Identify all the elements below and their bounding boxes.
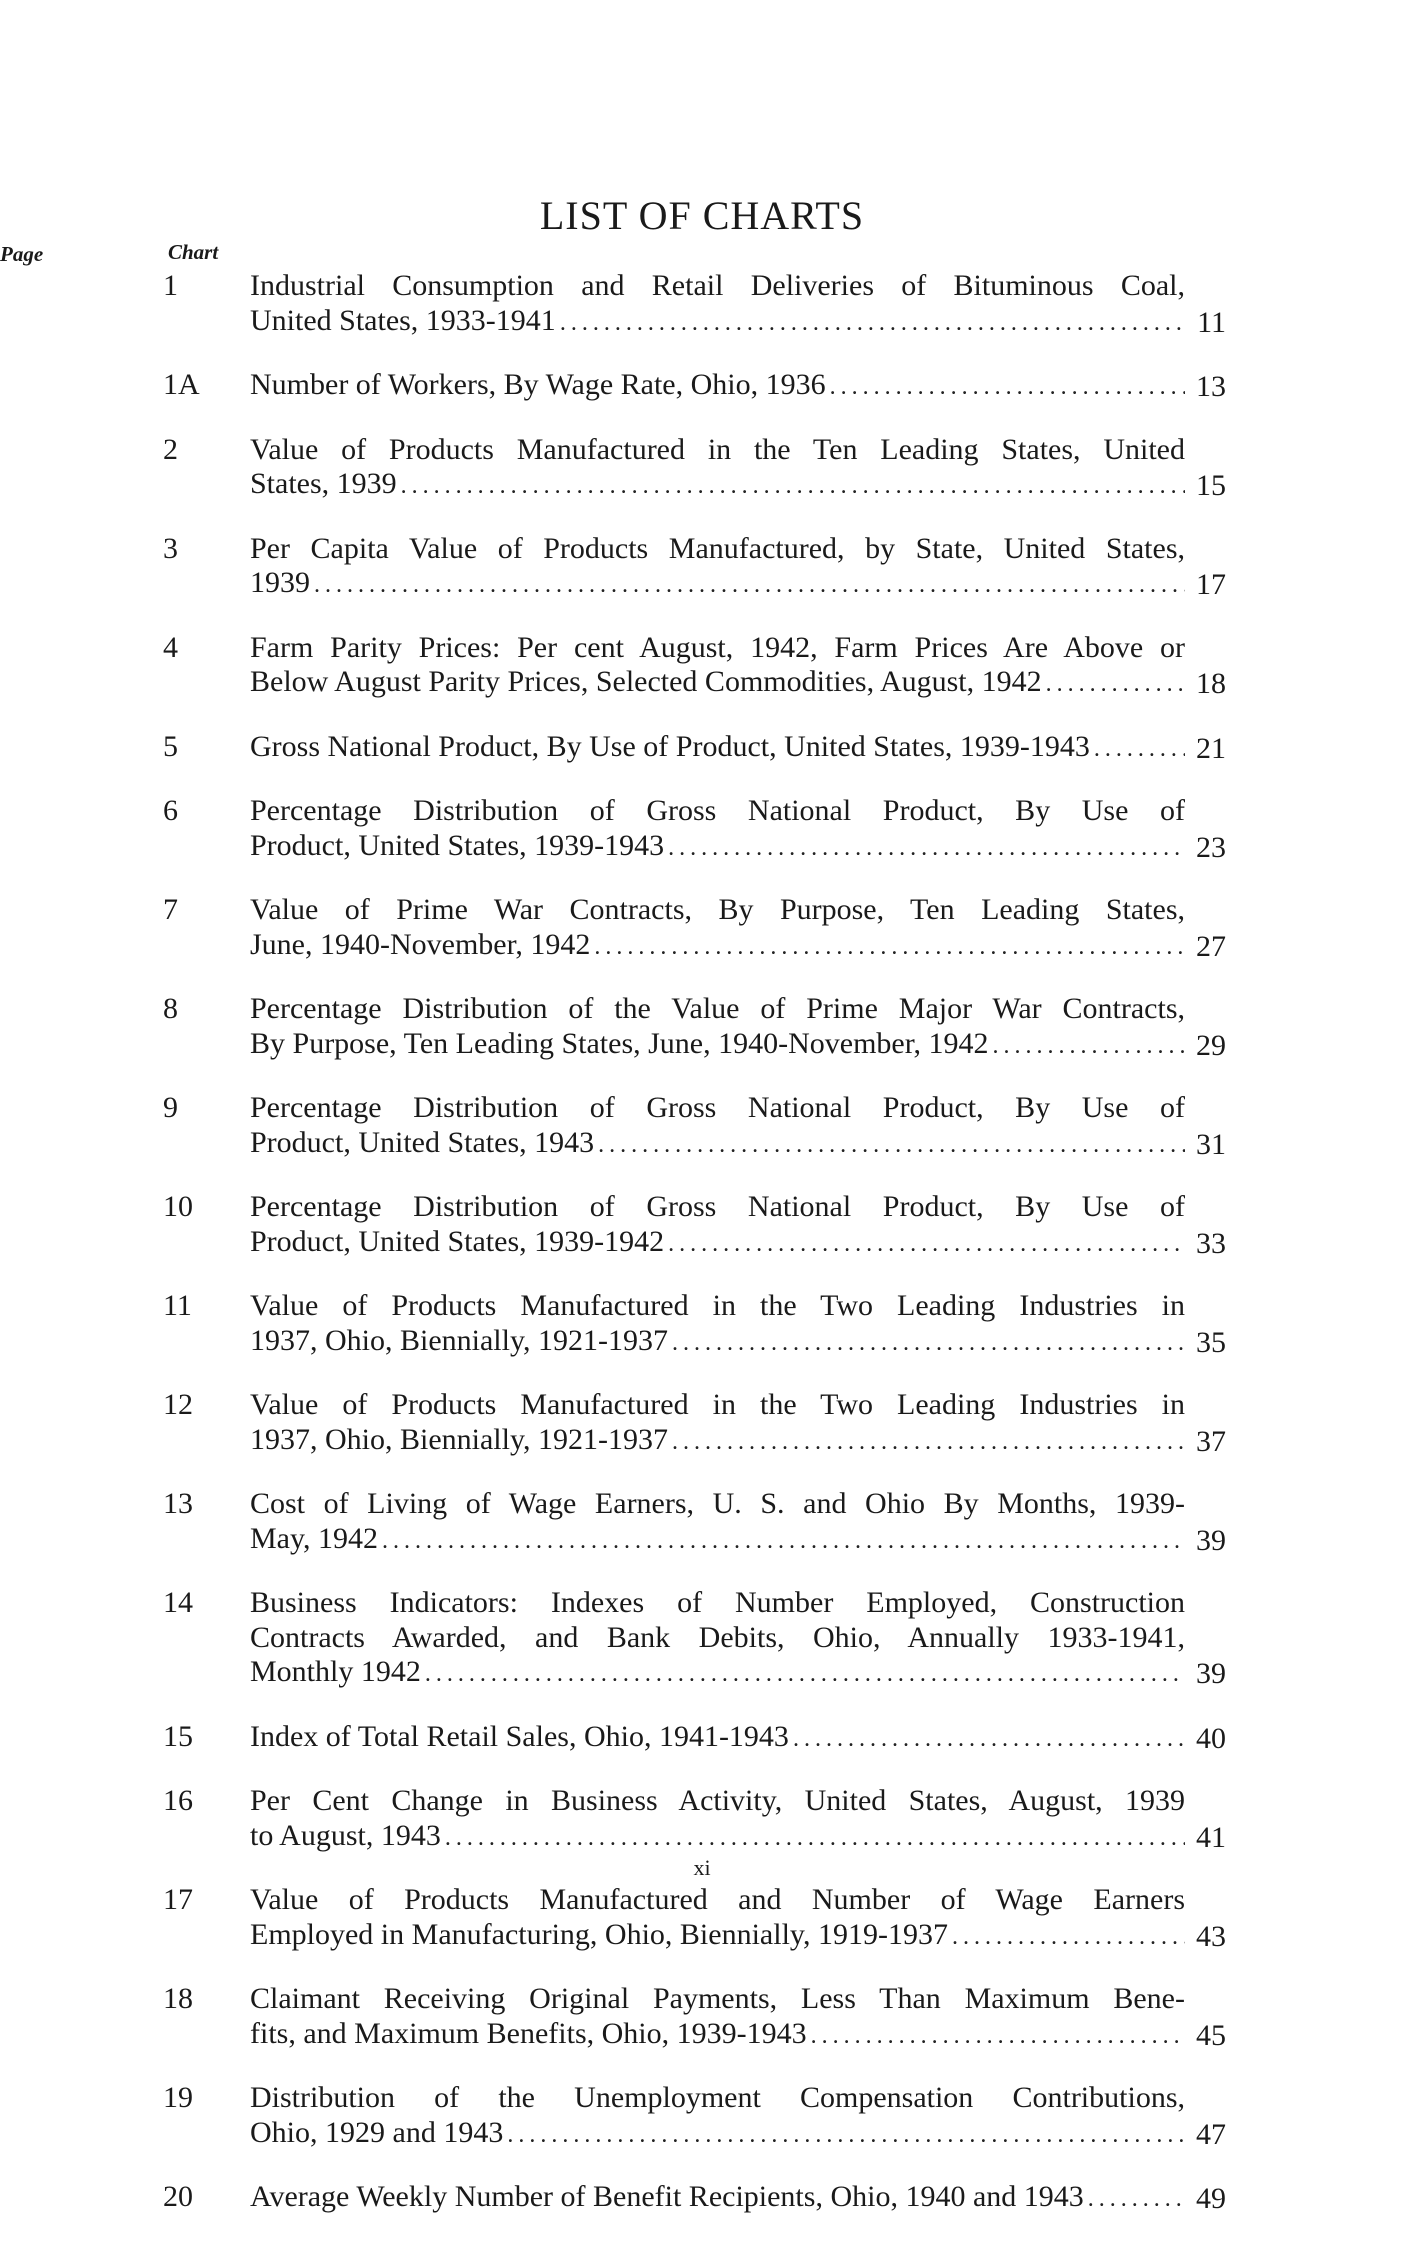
list-item	[0, 2081, 1404, 2152]
chart-title-last-line	[250, 829, 1185, 866]
chart-title-last-line	[250, 304, 1185, 341]
list-item	[0, 1586, 1404, 1692]
chart-title-line: Contracts Awarded, and Bank Debits, Ohio, Annually 1933-1941,	[250, 1620, 1185, 1654]
list-item	[0, 794, 1404, 865]
chart-title-line: Product, United States, 1939-1942	[250, 1224, 665, 1258]
list-item	[0, 269, 1404, 340]
chart-title-line: May, 1942	[250, 1521, 379, 1555]
chart-title-last-line	[250, 2180, 1185, 2217]
chart-number: 6	[163, 794, 178, 827]
list-item	[0, 433, 1404, 504]
chart-title-line: Percentage Distribution of Gross National Product, By Use of	[250, 1190, 1185, 1223]
chart-number: 14	[163, 1586, 193, 1619]
chart-title-last-line	[250, 1225, 1185, 1262]
page-number: 23	[1196, 830, 1226, 864]
chart-number: 13	[163, 1487, 193, 1520]
dot-leader	[664, 1227, 1185, 1262]
chart-title-line: Value of Products Manufactured and Number of Wage Earners	[250, 1883, 1185, 1916]
chart-number: 18	[163, 1982, 193, 2015]
dot-leader	[664, 831, 1185, 866]
chart-number: 4	[163, 630, 178, 664]
page-number: 29	[1196, 1028, 1226, 1062]
page-number: 27	[1196, 929, 1226, 963]
chart-title	[250, 1982, 1185, 2053]
chart-title	[250, 1883, 1185, 1954]
chart-title-line: Employed in Manufacturing, Ohio, Biennially, 1919-1937	[250, 1917, 948, 1951]
chart-title-line: 1939	[250, 566, 310, 599]
chart-title	[250, 368, 1185, 405]
page-number: 17	[1196, 568, 1226, 601]
chart-list	[0, 269, 1404, 2245]
chart-title-line: Business Indicators: Indexes of Number Employed, Construction	[250, 1586, 1185, 1619]
dot-leader	[590, 930, 1185, 965]
chart-title-line: fits, and Maximum Benefits, Ohio, 1939-1943	[250, 2016, 807, 2050]
chart-title-last-line	[250, 2116, 1185, 2153]
chart-title-line: to August, 1943	[250, 1818, 441, 1852]
chart-title-line: Index of Total Retail Sales, Ohio, 1941-1943	[250, 1719, 789, 1753]
list-item	[0, 1289, 1404, 1360]
chart-title-line: Product, United States, 1943	[250, 1125, 595, 1159]
chart-title	[250, 1586, 1185, 1692]
chart-title-line: Percentage Distribution of the Value of Prime Major War Contracts,	[250, 992, 1185, 1025]
chart-title	[250, 2081, 1185, 2152]
chart-title-line: June, 1940-November, 1942	[250, 927, 591, 961]
chart-title-last-line	[250, 368, 1185, 405]
chart-number: 15	[163, 1719, 193, 1753]
chart-number: 12	[163, 1388, 193, 1421]
chart-title-line: Cost of Living of Wage Earners, U. S. and Ohio By Months, 1939-	[250, 1487, 1185, 1520]
chart-title-line: Percentage Distribution of Gross National Product, By Use of	[250, 794, 1185, 827]
list-item	[0, 1720, 1404, 1757]
chart-number: 10	[163, 1190, 193, 1223]
list-item	[0, 532, 1404, 603]
chart-title-line: Value of Prime War Contracts, By Purpose, Ten Leading States,	[250, 893, 1185, 926]
chart-number: 8	[163, 992, 178, 1025]
chart-number: 1A	[163, 368, 200, 401]
chart-title-line: 1937, Ohio, Biennially, 1921-1937	[250, 1323, 669, 1357]
list-item	[0, 631, 1404, 702]
list-item	[0, 368, 1404, 405]
chart-title-last-line	[250, 1324, 1185, 1361]
chart-title-last-line	[250, 730, 1185, 767]
chart-title	[250, 1091, 1185, 1162]
page-number: 33	[1196, 1226, 1226, 1260]
list-item	[0, 1091, 1404, 1162]
chart-title-line: Ohio, 1929 and 1943	[250, 2115, 504, 2149]
chart-title	[250, 1388, 1185, 1459]
chart-number: 3	[163, 531, 178, 565]
list-item	[0, 1784, 1404, 1855]
chart-number: 20	[163, 2180, 193, 2213]
dot-leader	[310, 568, 1185, 603]
chart-number: 11	[163, 1289, 192, 1322]
chart-title	[250, 1289, 1185, 1360]
chart-title-line: Gross National Product, By Use of Product, United States, 1939-1943	[250, 729, 1090, 763]
page-number: 45	[1196, 2018, 1226, 2052]
page-column-header: Page	[0, 242, 44, 266]
chart-title	[250, 893, 1185, 964]
chart-title	[250, 269, 1185, 340]
dot-leader	[556, 306, 1185, 341]
page-number: 39	[1196, 1657, 1226, 1690]
list-item	[0, 1487, 1404, 1558]
chart-title-line: Industrial Consumption and Retail Deliveries of Bituminous Coal,	[250, 269, 1185, 302]
list-item	[0, 2180, 1404, 2217]
chart-title-line: Number of Workers, By Wage Rate, Ohio, 1936	[250, 368, 826, 401]
chart-title-line: Claimant Receiving Original Payments, Less Than Maximum Bene-	[250, 1982, 1185, 2015]
page-title: LIST OF CHARTS	[539, 193, 865, 238]
page-number: 11	[1197, 305, 1226, 339]
chart-title-line: Value of Products Manufactured in the Two Leading Industries in	[250, 1388, 1185, 1421]
chart-title	[250, 1190, 1185, 1261]
dot-leader	[503, 2118, 1185, 2153]
chart-title-last-line	[250, 928, 1185, 965]
dot-leader	[1090, 732, 1185, 767]
chart-title	[250, 1720, 1185, 1757]
chart-title-line: Farm Parity Prices: Per cent August, 1942, Farm Prices Are Above or	[250, 630, 1185, 664]
dot-leader	[668, 1425, 1185, 1460]
chart-column-header: Chart	[168, 240, 219, 264]
chart-title-last-line	[250, 1126, 1185, 1163]
chart-title-line: Value of Products Manufactured in the Two Leading Industries in	[250, 1289, 1185, 1322]
dot-leader	[948, 1920, 1185, 1955]
list-item	[0, 893, 1404, 964]
list-item	[0, 1982, 1404, 2053]
chart-title-line: Distribution of the Unemployment Compensation Contributions,	[250, 2081, 1185, 2114]
list-item	[0, 1190, 1404, 1261]
chart-title	[250, 1784, 1185, 1855]
page-number: 21	[1196, 731, 1226, 765]
chart-title	[250, 532, 1185, 603]
list-item	[0, 1883, 1404, 1954]
dot-leader	[378, 1524, 1185, 1559]
chart-title-last-line	[250, 1522, 1185, 1559]
chart-number: 2	[163, 432, 178, 466]
chart-title	[250, 730, 1185, 767]
page-number: 49	[1196, 2182, 1226, 2215]
page-number: 18	[1196, 667, 1226, 700]
chart-number: 7	[163, 893, 178, 926]
list-item	[0, 1388, 1404, 1459]
chart-title-line: 1937, Ohio, Biennially, 1921-1937	[250, 1422, 669, 1456]
chart-title-line: States, 1939	[250, 467, 397, 500]
chart-title	[250, 1487, 1185, 1558]
dot-leader	[594, 1128, 1185, 1163]
chart-title-last-line	[250, 1918, 1185, 1955]
chart-title-last-line	[250, 467, 1185, 504]
list-item	[0, 992, 1404, 1063]
chart-title-last-line	[250, 1027, 1185, 1064]
chart-title-last-line	[250, 1819, 1185, 1856]
page-folio: xi	[693, 1855, 711, 1880]
chart-title-last-line	[250, 665, 1185, 702]
dot-leader	[397, 469, 1185, 504]
chart-title-line: Average Weekly Number of Benefit Recipients, Ohio, 1940 and 1943	[250, 2180, 1084, 2213]
chart-title-line: Percentage Distribution of Gross National Product, By Use of	[250, 1091, 1185, 1124]
chart-title-line: United States, 1933-1941	[250, 303, 556, 337]
chart-title-line: Monthly 1942	[250, 1655, 421, 1688]
page-number: 13	[1196, 370, 1226, 403]
chart-title	[250, 992, 1185, 1063]
dot-leader	[441, 1821, 1185, 1856]
chart-title	[250, 794, 1185, 865]
list-item	[0, 730, 1404, 767]
chart-title-last-line	[250, 2017, 1185, 2054]
chart-title-line: Per Cent Change in Business Activity, United States, August, 1939	[250, 1784, 1185, 1817]
chart-title-line: Below August Parity Prices, Selected Commodities, August, 1942	[250, 665, 1042, 698]
page-number: 31	[1196, 1127, 1226, 1161]
chart-title	[250, 631, 1185, 702]
page-number: 39	[1196, 1523, 1226, 1557]
chart-title	[250, 2180, 1185, 2217]
dot-leader	[807, 2019, 1185, 2054]
dot-leader	[989, 1029, 1185, 1064]
dot-leader	[789, 1722, 1185, 1757]
chart-title	[250, 433, 1185, 504]
chart-title-line: By Purpose, Ten Leading States, June, 1940-November, 1942	[250, 1026, 989, 1060]
page-number: 35	[1196, 1325, 1226, 1359]
chart-title-line: Product, United States, 1939-1943	[250, 828, 665, 862]
chart-number: 16	[163, 1784, 193, 1817]
dot-leader	[668, 1326, 1185, 1361]
chart-title-line: Per Capita Value of Products Manufactured, by State, United States,	[250, 531, 1185, 565]
chart-number: 5	[163, 729, 178, 763]
chart-title-line: Value of Products Manufactured in the Ten Leading States, United	[250, 432, 1185, 466]
dot-leader	[421, 1657, 1185, 1692]
dot-leader	[1042, 667, 1185, 702]
page-number: 43	[1196, 1919, 1226, 1953]
chart-title-last-line	[250, 1423, 1185, 1460]
chart-title-last-line	[250, 566, 1185, 603]
chart-title-last-line	[250, 1655, 1185, 1692]
chart-title-last-line	[250, 1720, 1185, 1757]
chart-number: 17	[163, 1883, 193, 1916]
page-number: 15	[1196, 469, 1226, 502]
page-number: 37	[1196, 1424, 1226, 1458]
chart-number: 9	[163, 1091, 178, 1124]
page-number: 40	[1196, 1721, 1226, 1755]
chart-number: 1	[163, 269, 178, 302]
dot-leader	[826, 370, 1185, 405]
dot-leader	[1084, 2182, 1185, 2217]
page-number: 41	[1196, 1820, 1226, 1854]
page-number: 47	[1196, 2117, 1226, 2151]
chart-number: 19	[163, 2081, 193, 2114]
